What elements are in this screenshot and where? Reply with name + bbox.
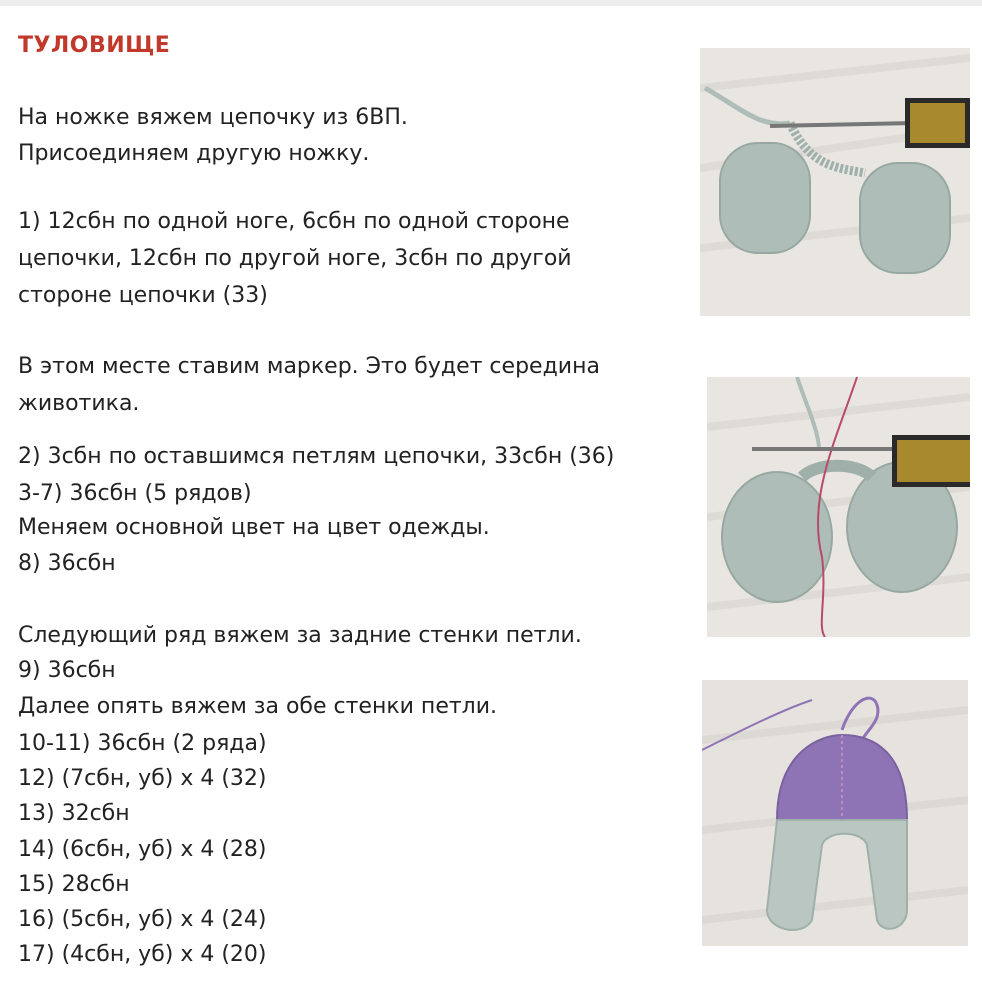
instruction-line: цепочки, 12сбн по другой ноге, 3сбн по другой: [18, 246, 572, 271]
instruction-line: Далее опять вяжем за обе стенки петли.: [18, 694, 498, 719]
instruction-line: стороне цепочки (33): [18, 283, 268, 308]
instruction-line: 10-11) 36сбн (2 ряда): [18, 731, 267, 756]
instruction-line: Меняем основной цвет на цвет одежды.: [18, 515, 490, 540]
section-title: ТУЛОВИЩЕ: [18, 33, 171, 58]
instruction-line: 15) 28сбн: [18, 872, 130, 897]
instruction-line: 3-7) 36сбн (5 рядов): [18, 481, 252, 506]
photo-legs-chain: [700, 48, 970, 316]
instruction-line: На ножке вяжем цепочку из 6ВП.: [18, 105, 408, 130]
instruction-line: 1) 12сбн по одной ноге, 6сбн по одной стороне: [18, 209, 570, 234]
photo-body-clothing: [702, 680, 968, 946]
top-divider: [0, 0, 982, 6]
instruction-line: 13) 32сбн: [18, 801, 130, 826]
instruction-line: 16) (5сбн, уб) х 4 (24): [18, 907, 267, 932]
photo-legs-marker: [707, 377, 970, 637]
instruction-line: 17) (4сбн, уб) х 4 (20): [18, 942, 267, 967]
instruction-line: 2) 3сбн по оставшимся петлям цепочки, 33сбн (36): [18, 444, 615, 469]
instruction-line: Присоединяем другую ножку.: [18, 141, 370, 166]
instruction-line: 9) 36сбн: [18, 658, 116, 683]
instruction-line: 12) (7сбн, уб) х 4 (32): [18, 766, 267, 791]
instruction-line: Следующий ряд вяжем за задние стенки петли.: [18, 623, 582, 648]
instruction-line: 14) (6сбн, уб) х 4 (28): [18, 837, 267, 862]
instruction-line: животика.: [18, 391, 140, 416]
instruction-line: 8) 36сбн: [18, 551, 116, 576]
instruction-line: В этом месте ставим маркер. Это будет середина: [18, 354, 600, 379]
